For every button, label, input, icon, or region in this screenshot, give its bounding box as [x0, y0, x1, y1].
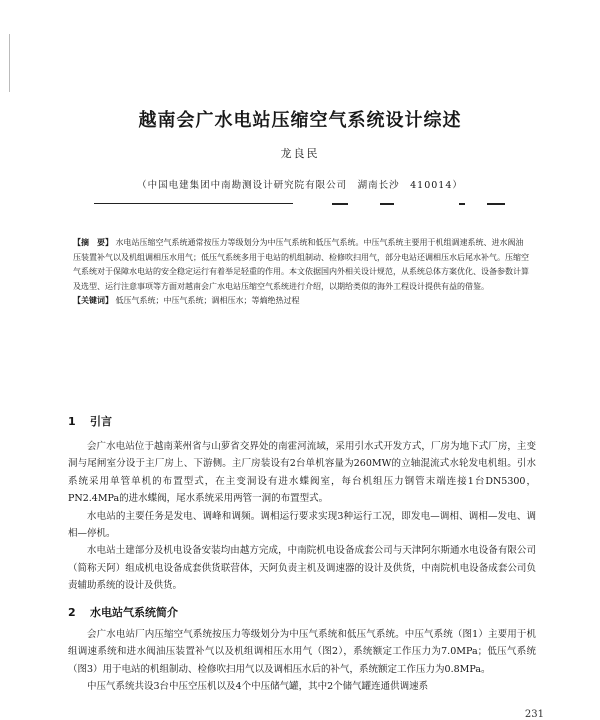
abstract-block [73, 236, 529, 309]
paragraph: 水电站的主要任务是发电、调峰和调频。调相运行要求实现3种运行工况，即发电—调相、调相—发电、调相—停机。 [68, 510, 536, 540]
paragraph: 水电站土建部分及机电设备安装均由越方完成，中南院机电设备成套公司与天津阿尔斯通水电设备有限公司（简称天阿）组成机电设备成套供货联营体，天阿负责主机及调速器的设计及供货，中南院机电设备成套公司负责辅助系统的设计及供货。 [68, 545, 536, 592]
section-body-air-system [68, 626, 536, 696]
keywords-text: 低压气系统；中压气系统；调相压水；等熵绝热过程 [115, 296, 300, 306]
header-divider-dash [380, 203, 394, 205]
keywords-label: 【关键词】 [73, 296, 113, 306]
paragraph: 会广水电站位于越南莱州省与山萝省交界处的南霍河流域，采用引水式开发方式，厂房为地下式厂房，主变洞与尾闸室分设于主厂房上、下游侧。主厂房装设有2台单机容量为260MW的立轴混流式水轮发电机组。引水系统采用单管单机的布置型式，在主变洞设有进水蝶阀室，每台机组压力钢管末端连接1台DN5300，PN2.4MPa的进水蝶阀，尾水系统采用两管一洞的布置型式。 [68, 441, 536, 505]
paper-title: 越南会广水电站压缩空气系统设计综述 [138, 110, 462, 131]
header-divider-dash [332, 203, 348, 205]
abstract-label: 【摘 要】 [73, 238, 113, 247]
paragraph: 中压气系统共设3台中压空压机以及4个中压储气罐，其中2个储气罐连通供调速系 [87, 681, 429, 693]
header-divider-dash [459, 203, 465, 205]
scan-edge-mark [0, 34, 10, 92]
section-heading-introduction [68, 413, 112, 429]
section-number: 1 [68, 415, 76, 428]
author-affiliation: （中国电建集团中南勘测设计研究院有限公司 湖南长沙 410014） [137, 180, 463, 191]
section-heading-air-system [68, 604, 178, 620]
page-number: 231 [524, 709, 544, 720]
author-name: 龙良民 [280, 147, 320, 160]
section-title: 水电站气系统简介 [90, 606, 178, 619]
paragraph: 会广水电站厂内压缩空气系统按压力等级划分为中压气系统和低压气系统。中压气系统（图1）主要用于机组调速系统和进水阀油压装置补气以及机组调相压水用气（图2），系统额定工作压力为7.0MPa；低压气系统（图3）用于电站的机组制动、检修吹扫用气以及调相压水后的补气，系统额定工作压力为0.8MPa。 [68, 629, 536, 675]
header-divider-dash [487, 203, 505, 205]
section-number: 2 [68, 606, 76, 619]
section-title: 引言 [90, 415, 112, 428]
section-body-introduction [68, 438, 536, 595]
header-divider [94, 203, 293, 204]
abstract-text: 水电站压缩空气系统通常按压力等级划分为中压气系统和低压气系统。中压气系统主要用于机组调速系统、进水阀油压装置补气以及机组调相压水用气；低压气系统多用于电站的机组制动、检修吹扫用气，部分电站还调相压水后尾水补气。压缩空气系统对于保障水电站的安全稳定运行有着举足轻重的作用。本文依据国内外相关设计规范，从系统总体方案优化、设备参数计算及选型、运行注意事项等方面对越南会广水电站压缩空气系统进行介绍，以期给类似的海外工程设计提供有益的借鉴。 [73, 238, 529, 291]
